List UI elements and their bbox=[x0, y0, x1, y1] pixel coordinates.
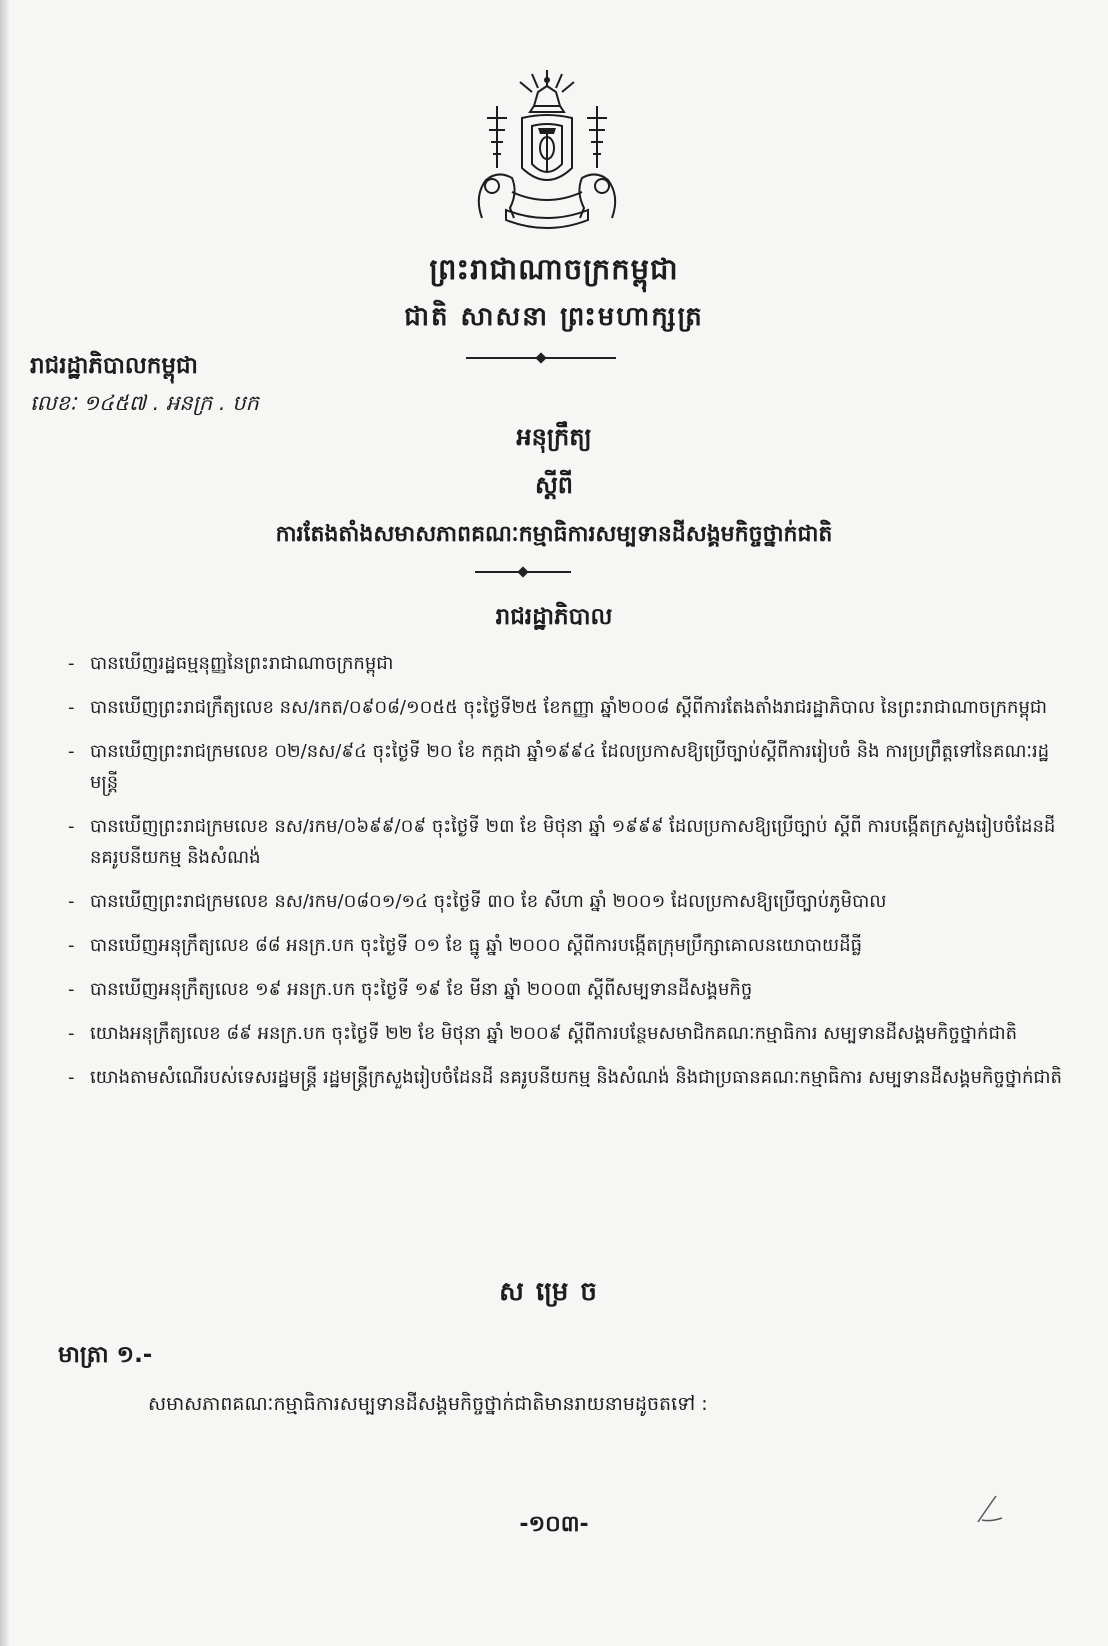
kingdom-title: ព្រះរាជាណាចក្រកម្ពុជា bbox=[429, 252, 679, 286]
recital-item: - បានឃើញព្រះរាជក្រមលេខ នស/រកម/០៦៩៩/០៩ ចុះថ្ងៃទី ២៣ ខែ មិថុនា ឆ្នាំ ១៩៩៩ ដែលប្រកាសឱ្យប្រើច្បាប់ ស្តីពី ការបង្កើតក្រសួងរៀបចំដែនដី នគរូបនីយកម្ម និងសំណង់ bbox=[66, 811, 1066, 873]
document-type: អនុក្រឹត្យ bbox=[516, 423, 592, 451]
authority-heading: រាជរដ្ឋាភិបាល bbox=[495, 604, 613, 630]
document-subject: ការតែងតាំងសមាសភាពគណៈកម្មាធិការសម្បទានដីសង្គមកិច្ចថ្នាក់ជាតិ bbox=[275, 522, 833, 547]
issuer-name: រាជរដ្ឋាភិបាលកម្ពុជា bbox=[30, 353, 198, 379]
royal-coat-of-arms-emblem bbox=[452, 68, 642, 238]
recital-item: - បានឃើញព្រះរាជក្រមលេខ ០២/នស/៩៤ ចុះថ្ងៃទី ២០ ខែ កក្កដា ឆ្នាំ១៩៩៤ ដែលប្រកាសឱ្យប្រើច្បាប់ស្តីពីការរៀបចំ និង ការប្រព្រឹត្តទៅនៃគណៈរដ្ឋមន្ត្រី bbox=[66, 736, 1066, 798]
recital-item: - បានឃើញរដ្ឋធម្មនុញ្ញនៃព្រះរាជាណាចក្រកម្ពុជា bbox=[66, 648, 1066, 679]
recitals-list bbox=[66, 648, 1066, 1106]
national-motto: ជាតិ សាសនា ព្រះមហាក្សត្រ bbox=[404, 302, 704, 332]
scan-edge-shadow bbox=[0, 0, 10, 1646]
recital-item: - បានឃើញព្រះរាជក្រមលេខ នស/រកម/០៨០១/១៤ ចុះថ្ងៃទី ៣០ ខែ សីហា ឆ្នាំ ២០០១ ដែលប្រកាសឱ្យប្រើច្បាប់ភូមិបាល bbox=[66, 886, 1066, 917]
recital-item: - បានឃើញព្រះរាជក្រឹត្យលេខ នស/រកត/០៩០៨/១០៥៥ ចុះថ្ងៃទី២៥ ខែកញ្ញា ឆ្នាំ២០០៨ ស្តីពីការតែងតាំងរាជរដ្ឋាភិបាល នៃព្រះរាជាណាចក្រកម្ពុជា bbox=[66, 692, 1066, 723]
document-sti: ស្តីពី bbox=[534, 471, 574, 499]
reference-number: លេខៈ ១៤៥៧ . អនក្រ . បក bbox=[30, 391, 259, 415]
page-number: -១០៣- bbox=[519, 1512, 589, 1537]
decision-heading: សម្រេច bbox=[499, 1277, 609, 1307]
article-label: មាត្រា ១.- bbox=[58, 1342, 153, 1368]
article-text: សមាសភាពគណៈកម្មាធិការសម្បទានដីសង្គមកិច្ចថ្នាក់ជាតិមានរាយនាមដូចតទៅ : bbox=[148, 1393, 708, 1415]
recital-item: - យោងអនុក្រឹត្យលេខ ៨៩ អនក្រ.បក ចុះថ្ងៃទី ២២ ខែ មិថុនា ឆ្នាំ ២០០៩ ស្តីពីការបន្ថែមសមាជិកគណៈកម្មាធិការ សម្បទានដីសង្គមកិច្ចថ្នាក់ជាតិ bbox=[66, 1018, 1066, 1049]
subject-divider bbox=[475, 571, 571, 573]
recital-item: - បានឃើញអនុក្រឹត្យលេខ ១៩ អនក្រ.បក ចុះថ្ងៃទី ១៩ ខែ មីនា ឆ្នាំ ២០០៣ ស្តីពីសម្បទានដីសង្គមកិច្ច bbox=[66, 974, 1066, 1005]
handwritten-mark bbox=[972, 1488, 1008, 1528]
recital-item: - បានឃើញអនុក្រឹត្យលេខ ៨៨ អនក្រ.បក ចុះថ្ងៃទី ០១ ខែ ធ្នូ ឆ្នាំ ២០០០ ស្តីពីការបង្កើតក្រុមប្រឹក្សាគោលនយោបាយដីធ្លី bbox=[66, 930, 1066, 961]
motto-divider bbox=[466, 357, 616, 359]
recital-item: - យោងតាមសំណើរបស់ទេសរដ្ឋមន្ត្រី រដ្ឋមន្ត្រីក្រសួងរៀបចំដែនដី នគរូបនីយកម្ម និងសំណង់ និងជាប្រធានគណៈកម្មាធិការ សម្បទានដីសង្គមកិច្ចថ្នាក់ជាតិ bbox=[66, 1062, 1066, 1093]
